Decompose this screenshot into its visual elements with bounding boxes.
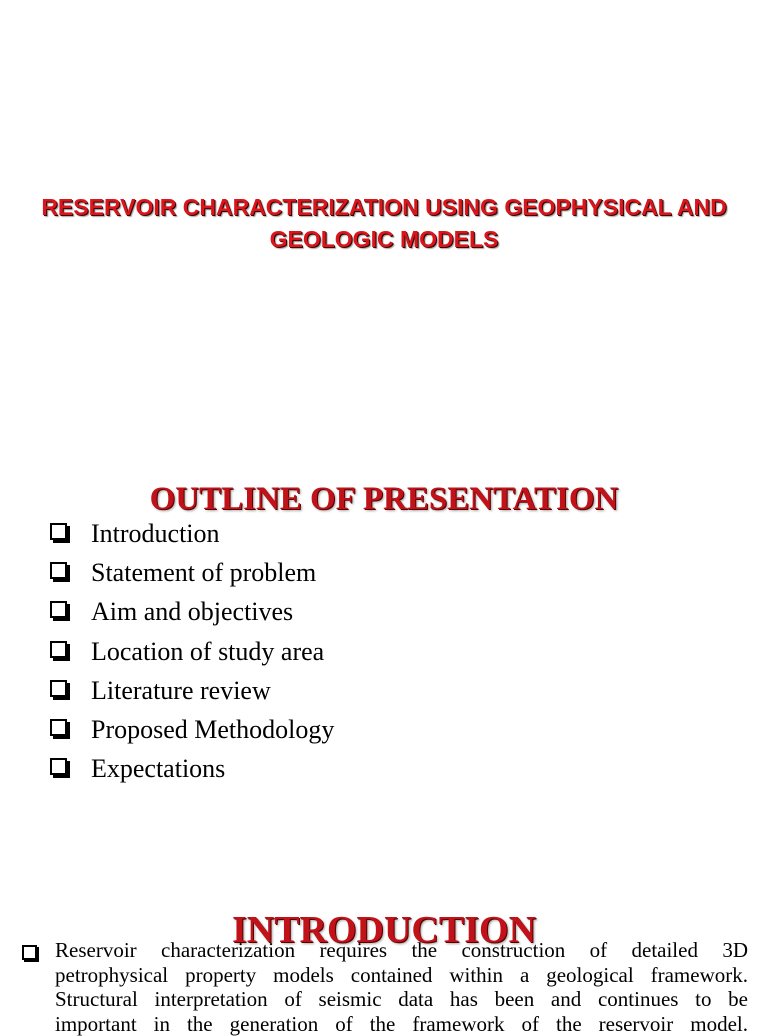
checkbox-bullet-icon xyxy=(50,562,67,579)
checkbox-bullet-icon xyxy=(50,719,67,736)
paragraph-line: Structural interpretation of seismic data has been and continues to be xyxy=(55,987,748,1012)
outline-item-label: Literature review xyxy=(91,671,271,710)
checkbox-bullet-icon xyxy=(22,945,37,960)
checkbox-bullet-icon xyxy=(50,641,67,658)
introduction-slide xyxy=(0,840,768,1024)
outline-item-proposed-methodology xyxy=(50,710,334,749)
title-slide xyxy=(0,0,768,430)
outline-item-label: Statement of problem xyxy=(91,553,316,592)
introduction-paragraph xyxy=(55,938,748,1036)
outline-slide xyxy=(0,430,768,830)
outline-item-literature-review xyxy=(50,671,334,710)
checkbox-bullet-icon xyxy=(50,680,67,697)
presentation-title xyxy=(0,191,768,255)
outline-item-location-of-study-area xyxy=(50,632,334,671)
outline-item-label: Proposed Methodology xyxy=(91,710,334,749)
checkbox-bullet-icon xyxy=(50,523,67,540)
outline-item-introduction xyxy=(50,514,334,553)
paragraph-line: Reservoir characterization requires the construction of detailed 3D xyxy=(55,938,748,963)
outline-list xyxy=(50,514,334,788)
paragraph-line: important in the generation of the framework of the reservoir model. xyxy=(55,1012,748,1036)
outline-item-label: Aim and objectives xyxy=(91,592,293,631)
checkbox-bullet-icon xyxy=(50,758,67,775)
introduction-heading: INTRODUCTION xyxy=(0,906,768,954)
checkbox-bullet-icon xyxy=(50,601,67,618)
outline-heading: OUTLINE OF PRESENTATION xyxy=(0,477,768,521)
introduction-bullet xyxy=(22,938,748,1036)
outline-item-aim-and-objectives xyxy=(50,592,334,631)
outline-item-expectations xyxy=(50,749,334,788)
title-line-2: GEOLOGIC MODELS xyxy=(0,223,768,255)
title-line-1: RESERVOIR CHARACTERIZATION USING GEOPHYSICAL AND xyxy=(0,191,768,223)
outline-item-label: Expectations xyxy=(91,749,225,788)
outline-item-statement-of-problem xyxy=(50,553,334,592)
outline-item-label: Introduction xyxy=(91,514,220,553)
paragraph-line: petrophysical property models contained within a geological framework. xyxy=(55,963,748,988)
outline-item-label: Location of study area xyxy=(91,632,324,671)
